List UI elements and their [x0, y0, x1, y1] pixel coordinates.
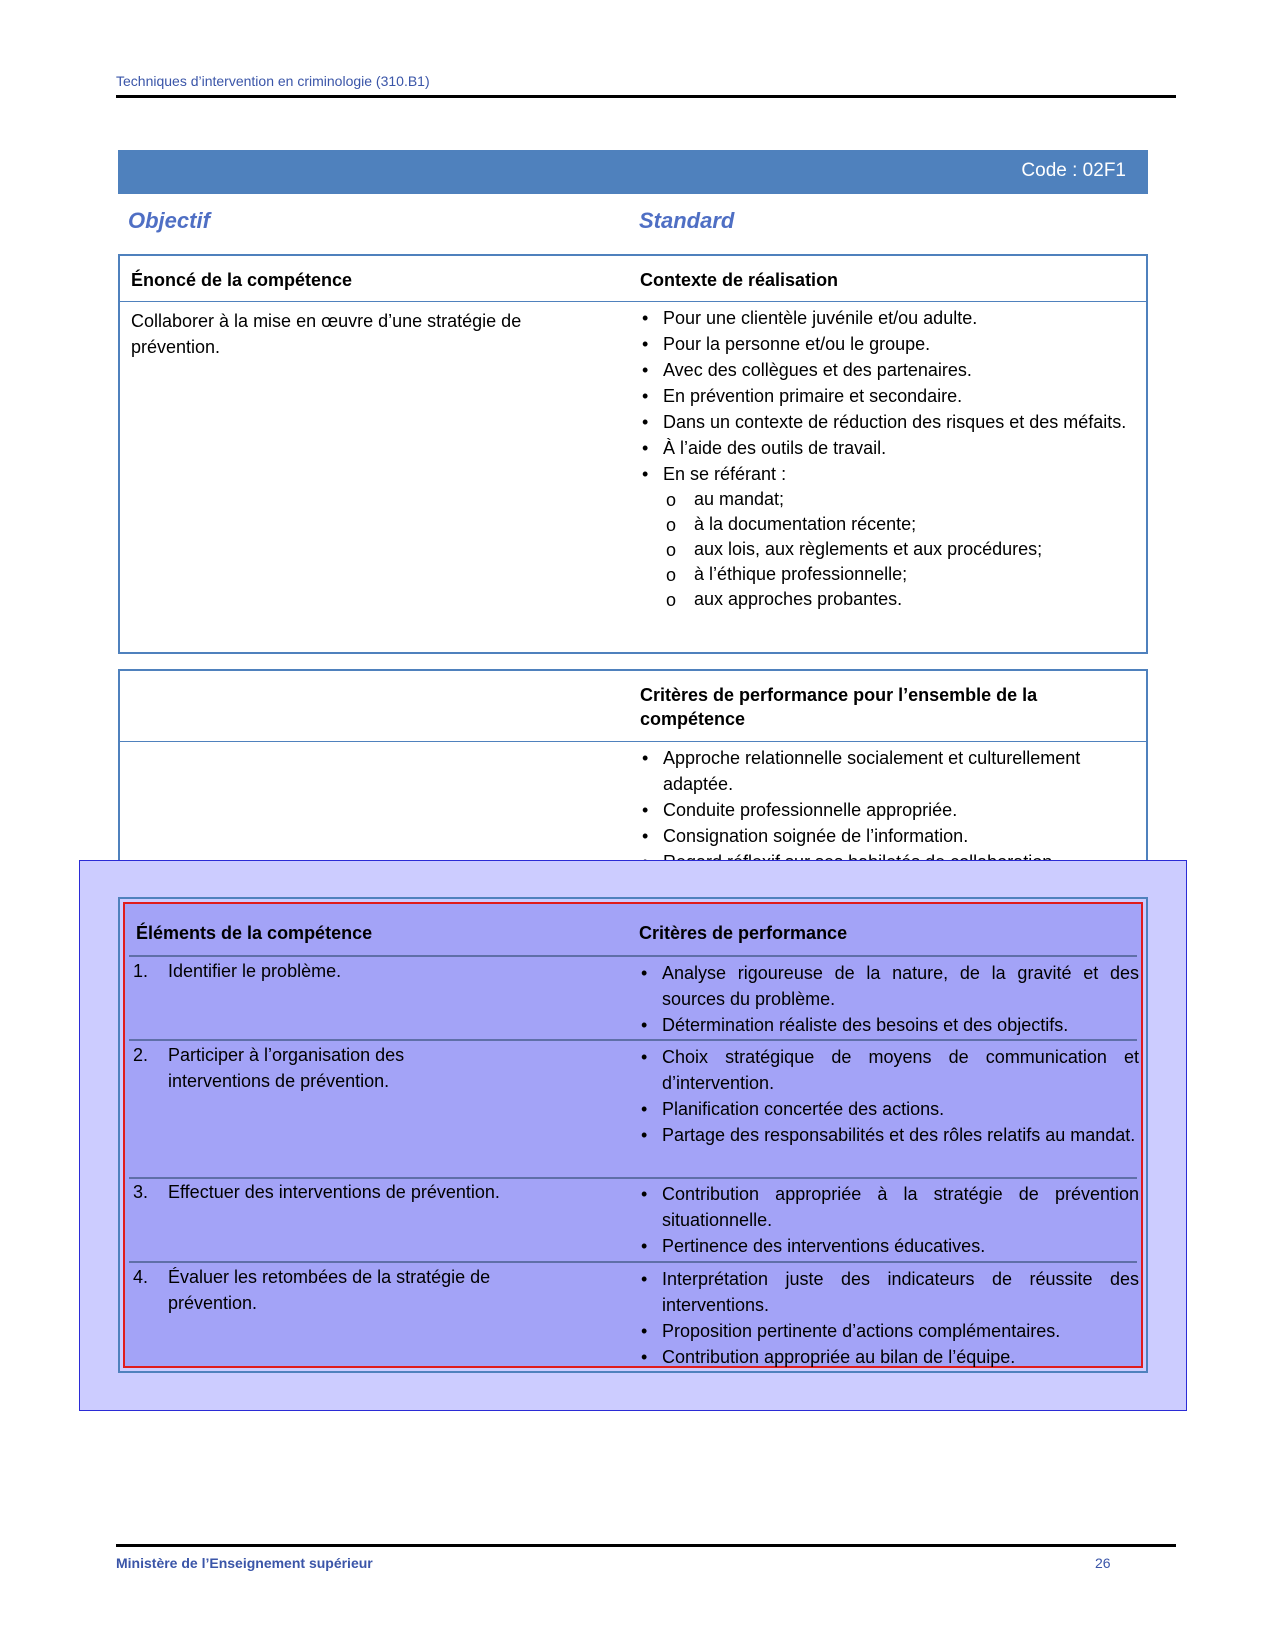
competence-code: Code : 02F1 [1021, 160, 1126, 181]
header-divider [120, 741, 1146, 742]
list-item: • Contribution appropriée à la stratégie de prévention situationnelle. [639, 1181, 1139, 1233]
list-item: • Pour la personne et/ou le groupe. [640, 331, 1130, 357]
element-number: 4. [133, 1267, 149, 1287]
list-item: • Dans un contexte de réduction des risques et des méfaits. [640, 409, 1130, 435]
list-item: • Pour une clientèle juvénile et/ou adulte. [640, 305, 1130, 331]
list-item: • En se référant : [640, 461, 1130, 487]
sublist-item: o à l’éthique professionnelle; [664, 562, 1130, 587]
footer-rule [116, 1544, 1176, 1547]
element-text: Identifier le problème. [168, 961, 342, 981]
sublist-item: o au mandat; [664, 487, 1130, 512]
selected-table-frame [123, 902, 1143, 1368]
row-divider [129, 955, 1137, 957]
list-item: • Détermination réaliste des besoins et des objectifs. [639, 1012, 1139, 1038]
list-item: • Consignation soignée de l’information. [640, 823, 1120, 849]
header-rule [116, 95, 1176, 98]
list-item: • Partage des responsabilités et des rôles relatifs au mandat. [639, 1122, 1139, 1148]
global-criteria-box [118, 669, 1148, 881]
element-number: 1. [133, 961, 149, 981]
elements-criteria-table [118, 897, 1148, 1373]
standard-label: Standard [639, 208, 735, 233]
list-item: • Interprétation juste des indicateurs de réussite des interventions. [639, 1266, 1139, 1318]
element-number: 3. [133, 1182, 149, 1202]
element-text: Participer à l’organisation des interventions de prévention. [168, 1045, 405, 1091]
criteria-list [639, 1181, 1139, 1259]
list-item: • Approche relationnelle socialement et culturellement adaptée. [640, 745, 1120, 797]
list-item: • Planification concertée des actions. [639, 1096, 1139, 1122]
competence-statement: Collaborer à la mise en œuvre d’une stratégie de prévention. [131, 311, 522, 357]
criteria-list [639, 1266, 1139, 1370]
list-item: • Choix stratégique de moyens de communication et d’intervention. [639, 1044, 1139, 1096]
page-number: 26 [1095, 1555, 1111, 1571]
competence-heading: Énoncé de la compétence [131, 270, 353, 290]
code-band [118, 150, 1148, 194]
element-text: Évaluer les retombées de la stratégie de prévention. [168, 1267, 491, 1313]
footer-ministry: Ministère de l’Enseignement supérieur [116, 1555, 373, 1571]
list-item: • Analyse rigoureuse de la nature, de la gravité et des sources du problème. [639, 960, 1139, 1012]
list-item: • Pertinence des interventions éducatives. [639, 1233, 1139, 1259]
competence-context-box [118, 254, 1148, 654]
element-text: Effectuer des interventions de prévention. [168, 1182, 500, 1202]
reference-sublist [640, 487, 1130, 612]
list-item: • Contribution appropriée au bilan de l’équipe. [639, 1344, 1139, 1370]
elements-heading: Éléments de la compétence [136, 923, 373, 943]
context-heading: Contexte de réalisation [640, 270, 839, 290]
document-header: Techniques d’intervention en criminologie (310.B1) [116, 73, 430, 89]
list-item: • Proposition pertinente d’actions complémentaires. [639, 1318, 1139, 1344]
criteria-list [639, 1044, 1139, 1148]
list-item: • Conduite professionnelle appropriée. [640, 797, 1120, 823]
list-item: • À l’aide des outils de travail. [640, 435, 1130, 461]
sublist-item: o à la documentation récente; [664, 512, 1130, 537]
criteria-heading: Critères de performance [639, 923, 848, 943]
sublist-item: o aux lois, aux règlements et aux procédures; [664, 537, 1130, 562]
criteria-list [639, 960, 1139, 1038]
header-divider [120, 301, 1146, 302]
global-criteria-list [640, 745, 1120, 875]
context-list [640, 305, 1130, 612]
list-item: • En prévention primaire et secondaire. [640, 383, 1130, 409]
row-divider [129, 1039, 1137, 1041]
list-item: • Avec des collègues et des partenaires. [640, 357, 1130, 383]
objectif-label: Objectif [128, 208, 210, 233]
element-number: 2. [133, 1045, 149, 1065]
row-divider [129, 1261, 1137, 1263]
sublist-item: o aux approches probantes. [664, 587, 1130, 612]
global-criteria-heading: Critères de performance pour l’ensemble de la compétence [640, 685, 1038, 729]
